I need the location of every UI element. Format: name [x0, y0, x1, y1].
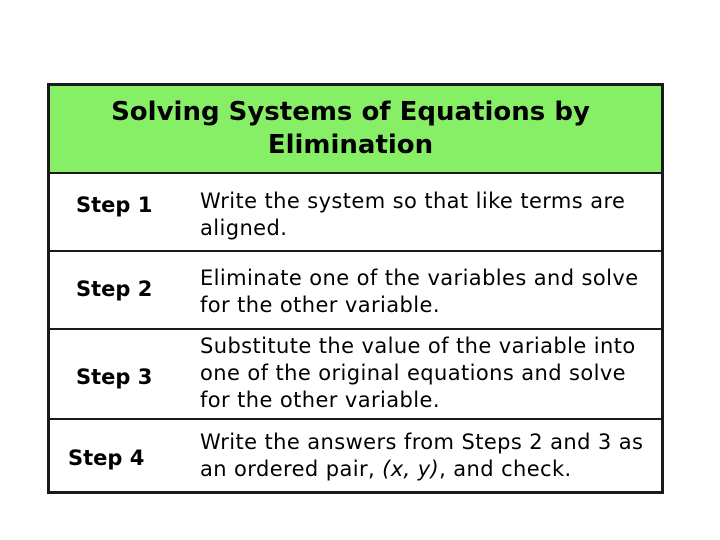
- step-2-label: Step 2: [76, 277, 153, 301]
- step-4-text: [200, 429, 660, 483]
- table-row-step-2: [50, 252, 661, 330]
- step-3-label: Step 3: [76, 365, 153, 389]
- step-1-label: Step 1: [76, 193, 153, 217]
- table-row-step-1: [50, 174, 661, 252]
- table-header: [50, 86, 661, 174]
- step-4-text-after: , and check.: [439, 457, 572, 481]
- ordered-pair-math: (x, y): [382, 457, 440, 481]
- page-title: Solving Systems of Equations by Elimination: [111, 97, 590, 160]
- step-3-text: Substitute the value of the variable into one of the original equations and solve for the other variable.: [200, 334, 636, 412]
- steps-table: [47, 83, 664, 494]
- step-4-label: Step 4: [68, 446, 145, 470]
- table-row-step-4: [50, 420, 661, 494]
- table-row-step-3: [50, 330, 661, 420]
- step-4-text-before: Write the answers from Steps 2 and 3 as an ordered pair,: [200, 430, 644, 481]
- step-1-text: Write the system so that like terms are aligned.: [200, 189, 626, 240]
- step-2-text: Eliminate one of the variables and solve for the other variable.: [200, 266, 639, 317]
